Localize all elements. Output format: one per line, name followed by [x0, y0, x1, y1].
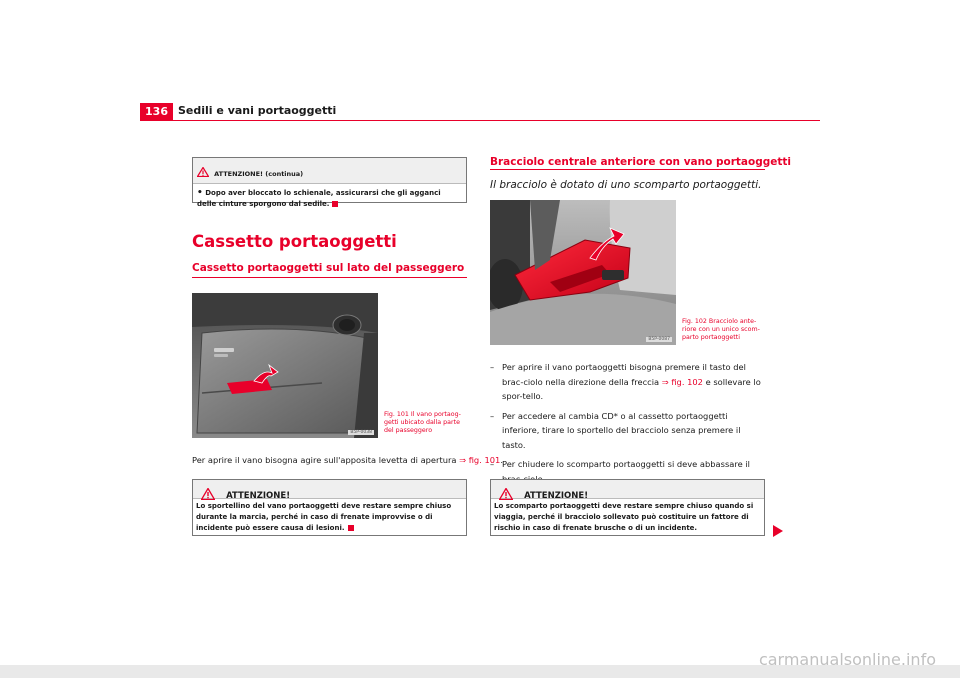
figure-101-link[interactable]: ⇒ fig. 101 — [459, 455, 501, 465]
figure-code: B5P-0038 — [350, 430, 372, 435]
section-title: Cassetto portaoggetti — [192, 232, 397, 251]
warning-continued-heading: ATTENZIONE! (continua) — [214, 170, 304, 178]
glovebox-figure — [192, 293, 378, 438]
armrest-figure — [490, 200, 676, 345]
warning-icon — [201, 488, 215, 500]
glovebox-body-prefix: Per aprire il vano bisogna agire sull'apposita levetta di apertura — [192, 455, 457, 465]
step-item — [490, 360, 765, 404]
next-page-arrow-icon[interactable] — [773, 525, 783, 537]
warning-continued-box — [192, 157, 467, 208]
armrest-intro: Il bracciolo è dotato di uno scomparto portaoggetti. — [490, 179, 762, 191]
end-marker — [332, 201, 338, 207]
armrest-warning-text: Lo scomparto portaoggetti deve restare sempre chiuso quando si viaggia, perché il bracciolo sollevato può costituire un fattore di rischio in caso di frenate brusche o di un incidente. — [494, 502, 754, 532]
step-1-suffix: e sollevare lo spor-tello. — [502, 376, 761, 401]
watermark: carmanualsonline.info — [758, 650, 936, 669]
figure-102-caption: Fig. 102 Bracciolo ante-riore con un unico scom-parto portaoggetti — [682, 318, 760, 341]
warning-icon — [197, 167, 209, 177]
glovebox-warning-heading: ATTENZIONE! — [226, 491, 291, 501]
end-marker — [348, 525, 354, 531]
figure-101-caption: Fig. 101 Il vano portaog-getti ubicato dalla parte del passeggero — [384, 411, 461, 434]
glovebox-subtitle-rule — [192, 277, 467, 278]
armrest-photo — [490, 200, 676, 345]
step-1-text: Per aprire il vano portaoggetti bisogna premere il tasto del brac-ciolo nella direzione della freccia — [502, 362, 746, 387]
figure-code: B5P-0087 — [648, 337, 670, 342]
steps-list — [490, 360, 765, 486]
header-divider — [140, 120, 820, 121]
armrest-subtitle-rule — [490, 169, 765, 170]
glovebox-body-text — [192, 453, 503, 468]
page-number: 136 — [140, 103, 173, 121]
glovebox-photo — [192, 293, 378, 438]
step-item — [490, 409, 765, 453]
chapter-title: Sedili e vani portaoggetti — [178, 104, 337, 117]
armrest-steps — [490, 360, 765, 491]
glovebox-body-suffix: . — [500, 455, 503, 465]
step-2-text: Per accedere al cambia CD* o al cassetto portaoggetti inferiore, tirare lo sportello del bracciolo senza premere il tasto. — [502, 410, 741, 450]
glovebox-warning-text: Lo sportellino del vano portaoggetti deve restare sempre chiuso durante la marcia, perché in caso di frenate improvvise o di incidente può essere causa di lesioni. — [196, 502, 452, 532]
figure-102-link[interactable]: ⇒ fig. 102 — [661, 376, 703, 387]
warning-icon — [499, 488, 513, 500]
bullet: • — [197, 188, 203, 198]
armrest-warning-box — [490, 479, 765, 536]
warning-continued-text: Dopo aver bloccato lo schienale, assicurarsi che gli agganci delle cinture sporgono dal sedile. — [197, 189, 441, 208]
armrest-subtitle: Bracciolo centrale anteriore con vano portaoggetti — [490, 156, 791, 168]
glovebox-warning-box — [192, 479, 467, 536]
step-3-text: Per chiudere lo scomparto portaoggetti si deve abbassare il — [502, 459, 750, 469]
armrest-warning-heading: ATTENZIONE! — [524, 491, 589, 501]
glovebox-subtitle: Cassetto portaoggetti sul lato del passeggero — [192, 262, 465, 274]
